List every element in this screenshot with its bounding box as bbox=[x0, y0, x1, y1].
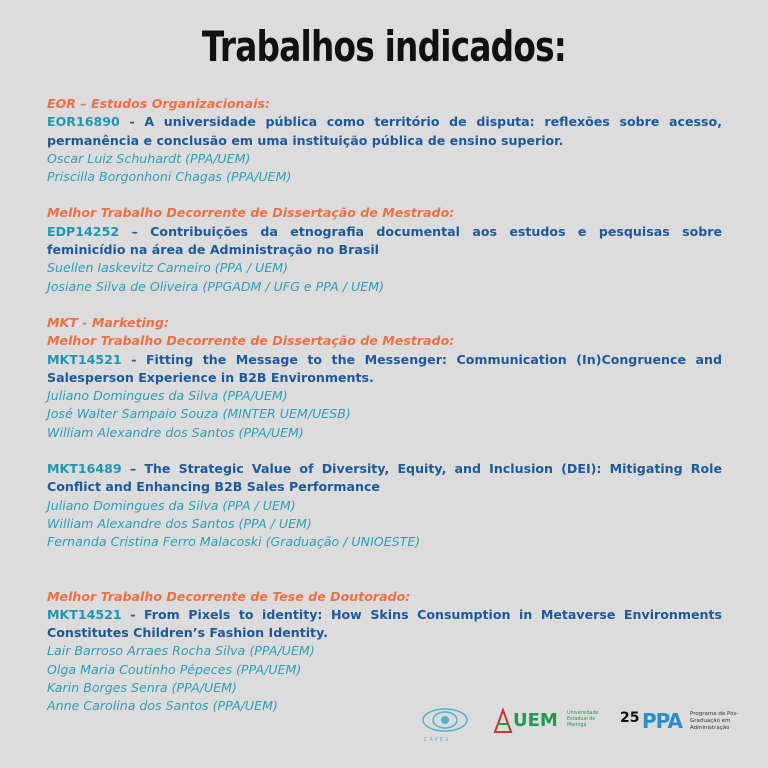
author: Karin Borges Senra (PPA/UEM) bbox=[47, 680, 237, 696]
entry-title bbox=[47, 351, 722, 388]
uem-subtitle: Universidade Estadual de Maringá bbox=[567, 711, 599, 728]
entry-text: A universidade pública como território de disputa: reflexões sobre acesso, permanência e conclusão em uma instituição pública de ensino superior. bbox=[47, 114, 722, 148]
uem-icon bbox=[493, 708, 513, 734]
capes-label: CAPES bbox=[424, 737, 451, 743]
entry-separator: – bbox=[119, 223, 151, 239]
entry-text: The Strategic Value of Diversity, Equity, and Inclusion (DEI): Mitigating Role Conflict and Enhancing B2B Sales Performance bbox=[47, 461, 722, 495]
author: Oscar Luiz Schuhardt (PPA/UEM) bbox=[47, 150, 251, 166]
entry-text: Contribuições da etnografia documental aos estudos e pesquisas sobre feminicídio na área de Administração no Brasil bbox=[47, 223, 722, 258]
subcategory-label: Melhor Trabalho Decorrente de Dissertação de Mestrado: bbox=[47, 333, 455, 349]
author: Josiane Silva de Oliveira (PPGADM / UFG e PPA / UEM) bbox=[47, 278, 384, 294]
category-label: MKT - Marketing: bbox=[47, 314, 169, 330]
ppa-logo bbox=[620, 710, 740, 738]
ppa-subtitle: Programa de Pós-Graduação em Administração bbox=[690, 711, 739, 731]
entry-title bbox=[47, 223, 722, 260]
entry-title bbox=[47, 113, 722, 150]
category-label: Melhor Trabalho Decorrente de Tese de Doutorado: bbox=[47, 588, 411, 604]
entry-separator: - bbox=[121, 351, 146, 367]
author: José Walter Sampaio Souza (MINTER UEM/UESB) bbox=[47, 406, 351, 422]
author: Juliano Domingues da Silva (PPA / UEM) bbox=[47, 497, 296, 513]
author: Lair Barroso Arraes Rocha Silva (PPA/UEM) bbox=[47, 643, 315, 659]
category-label: Melhor Trabalho Decorrente de Dissertação de Mestrado: bbox=[47, 205, 455, 221]
entry-title bbox=[47, 606, 722, 643]
entry-code: EDP14252 bbox=[47, 223, 120, 239]
entry-code: MKT14521 bbox=[47, 606, 122, 622]
author: William Alexandre dos Santos (PPA / UEM) bbox=[47, 515, 312, 531]
entry-separator: – bbox=[121, 461, 145, 477]
author: Anne Carolina dos Santos (PPA/UEM) bbox=[47, 698, 278, 714]
category-label: EOR – Estudos Organizacionais: bbox=[47, 96, 270, 111]
author: Olga Maria Coutinho Pépeces (PPA/UEM) bbox=[47, 661, 302, 677]
author: Suellen Iaskevitz Carneiro (PPA / UEM) bbox=[47, 260, 289, 276]
content bbox=[47, 95, 722, 716]
author: Fernanda Cristina Ferro Malacoski (Graduação / UNIOESTE) bbox=[47, 534, 421, 550]
entry-text: From Pixels to identity: How Skins Consumption in Metaverse Environments Constitutes Children’s Fashion Identity. bbox=[47, 606, 722, 641]
uem-logo bbox=[493, 708, 603, 736]
logo-bar bbox=[0, 700, 768, 746]
entry-code: MKT14521 bbox=[47, 351, 122, 367]
entry-title bbox=[47, 460, 722, 497]
entry-separator: - bbox=[119, 114, 145, 130]
entry-separator: - bbox=[121, 606, 144, 622]
entry-text: Fitting the Message to the Messenger: Communication (In)Congruence and Salesperson Experience in B2B Environments. bbox=[47, 351, 722, 385]
author: Juliano Domingues da Silva (PPA/UEM) bbox=[47, 388, 288, 404]
ppa-wordmark: PPA bbox=[642, 709, 682, 733]
entry-code: EOR16890 bbox=[47, 114, 120, 130]
author: Priscilla Borgonhoni Chagas (PPA/UEM) bbox=[47, 169, 292, 185]
page-title: Trabalhos indicados: bbox=[201, 22, 567, 71]
ppa-25-badge: 25 bbox=[620, 710, 640, 726]
author: William Alexandre dos Santos (PPA/UEM) bbox=[47, 424, 304, 440]
entry-code: MKT16489 bbox=[47, 461, 122, 477]
uem-wordmark: UEM bbox=[513, 710, 558, 731]
